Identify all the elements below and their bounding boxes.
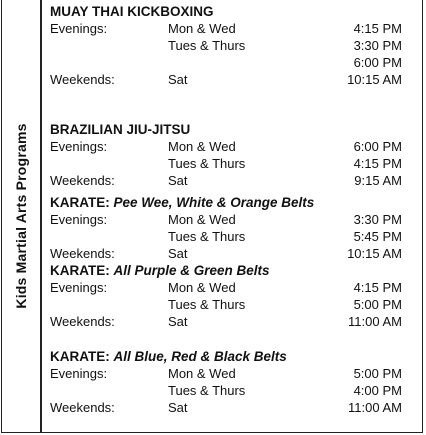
sidebar-title: Kids Martial Arts Programs [13,123,29,309]
program-section-bjj [50,121,410,189]
period-label: Weekends: [50,246,115,261]
schedule-row [50,365,410,382]
period-label: Weekends: [50,314,115,329]
schedule-row [50,228,410,245]
program-subtitle: Pee Wee, White & Orange Belts [113,195,315,210]
schedule-row [50,71,410,88]
program-heading [50,348,410,365]
program-heading [50,194,410,211]
time-label: 11:00 AM [348,400,402,415]
period-label: Evenings: [50,21,108,36]
days-label: Tues & Thurs [168,383,246,398]
time-label: 6:00 PM [353,55,402,70]
schedule-row [50,279,410,296]
days-label: Tues & Thurs [168,229,246,244]
days-label: Tues & Thurs [168,38,246,53]
time-label: 4:00 PM [353,383,402,398]
period-label: Weekends: [50,72,115,87]
days-label: Tues & Thurs [168,297,246,312]
days-label: Mon & Wed [168,139,236,154]
program-heading [50,121,410,138]
days-label: Sat [168,314,188,329]
program-section-karate-blue-red-black [50,348,410,416]
period-label: Weekends: [50,400,115,415]
days-label: Sat [168,400,188,415]
time-label: 5:45 PM [353,229,402,244]
days-label: Sat [168,246,188,261]
program-title: BRAZILIAN JIU-JITSU [50,122,191,137]
program-title: KARATE: [50,349,114,364]
days-label: Mon & Wed [168,366,236,381]
schedule-row [50,296,410,313]
time-label: 3:30 PM [353,212,402,227]
sidebar [2,0,42,432]
schedule-row [50,155,410,172]
days-label: Tues & Thurs [168,156,246,171]
time-label: 10:15 AM [347,246,402,261]
time-label: 9:15 AM [354,173,402,188]
schedule-row [50,20,410,37]
period-label: Weekends: [50,173,115,188]
days-label: Mon & Wed [168,280,236,295]
program-section-karate-purple-green [50,262,410,330]
program-heading [50,3,410,20]
days-label: Mon & Wed [168,212,236,227]
time-label: 5:00 PM [353,297,402,312]
period-label: Evenings: [50,366,108,381]
schedule-row [50,37,410,54]
time-label: 3:30 PM [353,38,402,53]
program-heading [50,262,410,279]
time-label: 11:00 AM [348,314,402,329]
time-label: 4:15 PM [353,21,402,36]
program-title: MUAY THAI KICKBOXING [50,4,214,19]
schedule-row [50,399,410,416]
time-label: 5:00 PM [353,366,402,381]
program-title: KARATE: [50,263,114,278]
time-label: 10:15 AM [347,72,402,87]
schedule-row [50,313,410,330]
period-label: Evenings: [50,280,108,295]
program-section-karate-pee-wee [50,194,410,262]
period-label: Evenings: [50,212,108,227]
period-label: Evenings: [50,139,108,154]
schedule-row [50,382,410,399]
time-label: 6:00 PM [353,139,402,154]
program-title: KARATE: [50,195,114,210]
schedule-row [50,245,410,262]
schedule-row [50,172,410,189]
days-label: Sat [168,72,188,87]
program-section-muay-thai [50,3,410,88]
schedule-row [50,138,410,155]
days-label: Mon & Wed [168,21,236,36]
program-subtitle: All Purple & Green Belts [113,263,270,278]
time-label: 4:15 PM [353,280,402,295]
days-label: Sat [168,173,188,188]
program-subtitle: All Blue, Red & Black Belts [113,349,287,364]
schedule-row [50,54,410,71]
schedule-row [50,211,410,228]
time-label: 4:15 PM [353,156,402,171]
